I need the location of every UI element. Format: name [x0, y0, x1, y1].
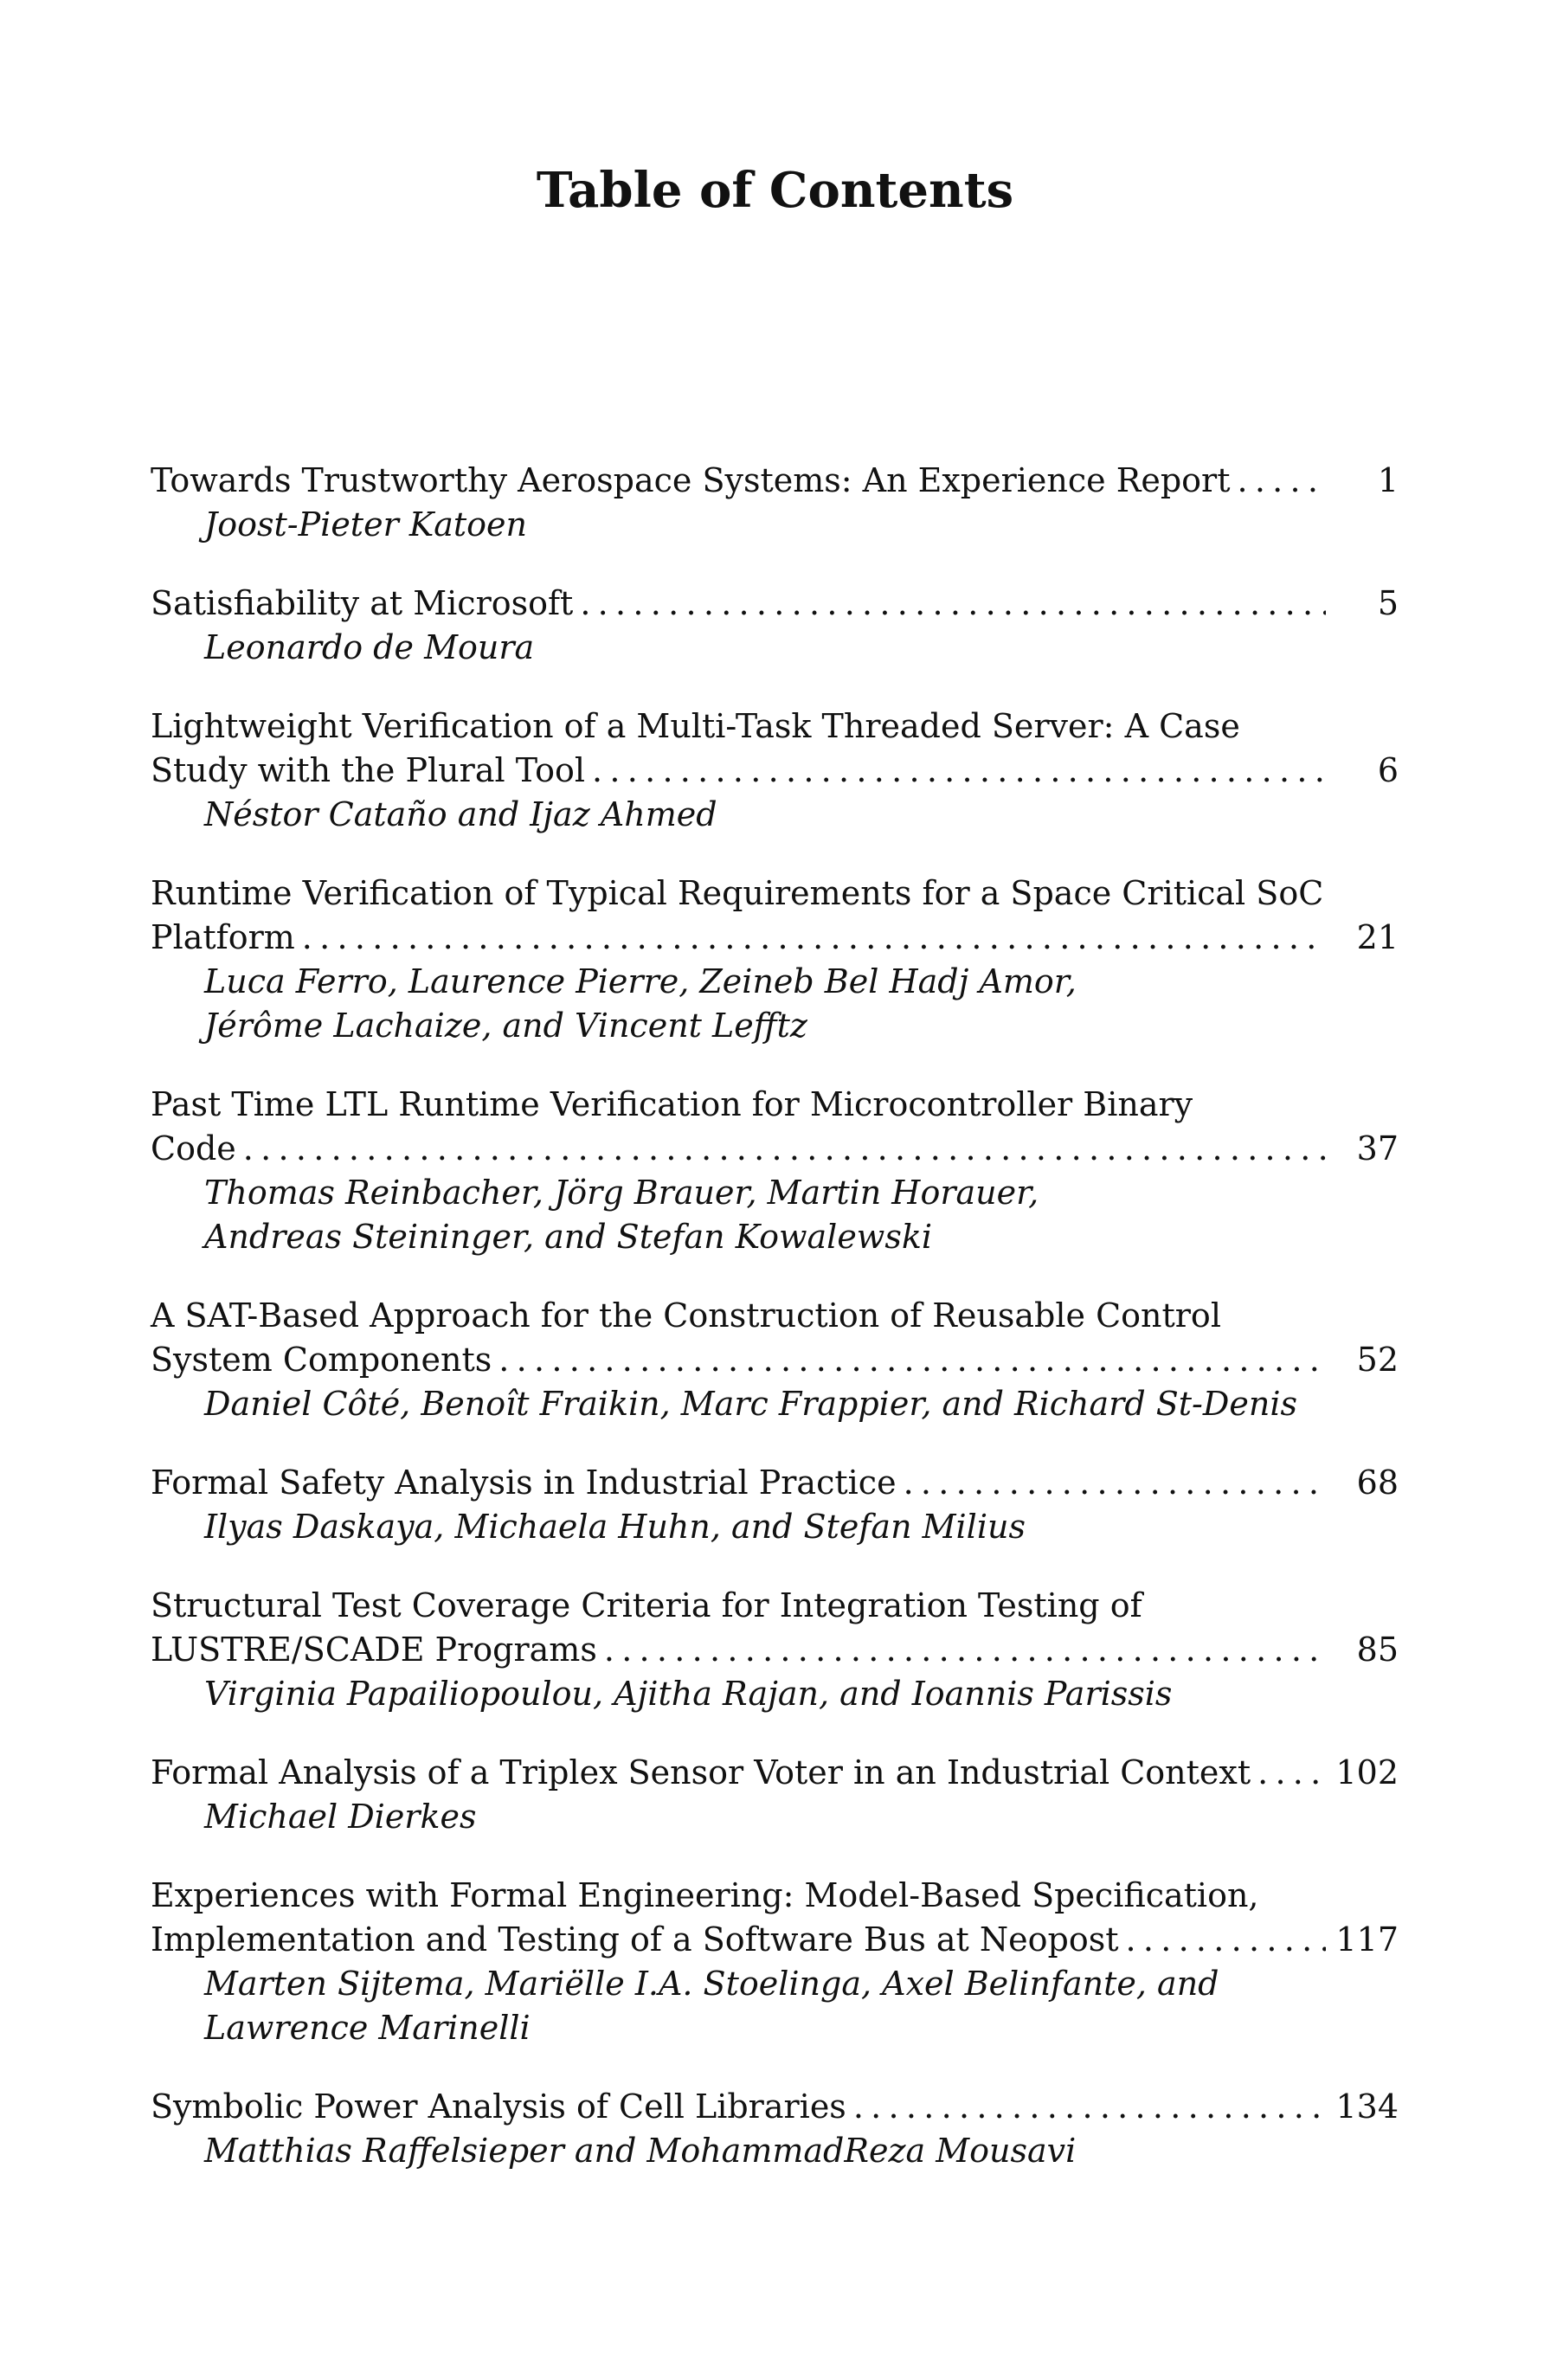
page-number: 6 [1377, 751, 1399, 789]
entry-title-row [151, 1628, 1399, 1672]
entry-title-row [151, 1338, 1399, 1382]
dot-leader [580, 582, 1326, 626]
entry-authors: Néstor Cataño and Ijaz Ahmed [204, 795, 717, 833]
entry-authors: Andreas Steininger, and Stefan Kowalewski [204, 1218, 933, 1256]
entry-authors: Joost-Pieter Katoen [204, 505, 527, 544]
entry-title-line: Structural Test Coverage Criteria for Integration Testing of [151, 1586, 1142, 1624]
entry-title: Study with the Plural Tool [151, 751, 586, 789]
page-number: 21 [1356, 918, 1399, 956]
entry-authors: Luca Ferro, Laurence Pierre, Zeineb Bel Hadj Amor, [204, 962, 1077, 1000]
dot-leader [1237, 459, 1326, 503]
entry-authors: Lawrence Marinelli [204, 2009, 531, 2047]
page-title: Table of Contents [536, 162, 1014, 219]
entry-title-row [151, 1127, 1399, 1171]
entry-authors: Marten Sijtema, Mariëlle I.A. Stoelinga, Axel Belinfante, and [204, 1965, 1219, 2003]
page-number: 85 [1356, 1631, 1399, 1669]
toc-entry[interactable] [151, 1461, 1399, 1549]
entry-title-line: A SAT-Based Approach for the Construction of Reusable Control [151, 1296, 1221, 1335]
entry-title-row [151, 2085, 1399, 2129]
entry-title: Satisfiability at Microsoft [151, 584, 574, 622]
entry-title-line: Runtime Verification of Typical Requirements for a Space Critical SoC [151, 874, 1324, 912]
page-number: 37 [1356, 1129, 1399, 1167]
entry-title-line: Experiences with Formal Engineering: Model-Based Specification, [151, 1876, 1259, 1914]
toc-entry[interactable] [151, 1751, 1399, 1839]
entry-authors: Virginia Papailiopoulou, Ajitha Rajan, and Ioannis Parissis [204, 1675, 1173, 1713]
dot-leader [498, 1338, 1326, 1382]
entry-title-row [151, 582, 1399, 626]
entry-title: Towards Trustworthy Aerospace Systems: An Experience Report [151, 461, 1231, 499]
dot-leader [1126, 1918, 1327, 1962]
page-number: 117 [1335, 1920, 1399, 1959]
entry-title-row [151, 1751, 1399, 1795]
dot-leader [592, 749, 1326, 793]
entry-title: LUSTRE/SCADE Programs [151, 1631, 597, 1669]
toc-entry[interactable] [151, 459, 1399, 547]
entry-authors: Matthias Raffelsieper and MohammadReza Mousavi [204, 2132, 1077, 2170]
entry-title-row [151, 916, 1399, 960]
dot-leader [243, 1127, 1326, 1171]
entry-authors: Jérôme Lachaize, and Vincent Lefftz [204, 1007, 807, 1045]
dot-leader [1257, 1751, 1326, 1795]
toc-entry[interactable] [151, 872, 1399, 1048]
toc-entry[interactable] [151, 1584, 1399, 1716]
entry-title-row [151, 459, 1399, 503]
entry-title-line: Past Time LTL Runtime Verification for Microcontroller Binary [151, 1085, 1193, 1123]
entry-authors: Leonardo de Moura [204, 628, 535, 666]
entry-title: Code [151, 1129, 236, 1167]
page-number: 52 [1356, 1341, 1399, 1379]
entry-authors: Michael Dierkes [204, 1798, 477, 1836]
page-number: 134 [1335, 2087, 1399, 2126]
dot-leader [904, 1461, 1326, 1505]
entry-authors: Thomas Reinbacher, Jörg Brauer, Martin Horauer, [204, 1174, 1039, 1212]
toc-entry[interactable] [151, 704, 1399, 837]
entry-title-line: Lightweight Verification of a Multi-Task Threaded Server: A Case [151, 707, 1240, 745]
entry-authors: Daniel Côté, Benoît Fraikin, Marc Frappier, and Richard St-Denis [204, 1385, 1297, 1423]
dot-leader [604, 1628, 1326, 1672]
toc-entry[interactable] [151, 1294, 1399, 1426]
entry-title: Symbolic Power Analysis of Cell Libraries [151, 2087, 846, 2126]
page-number: 5 [1377, 584, 1399, 622]
toc-entry[interactable] [151, 2085, 1399, 2173]
page-number: 68 [1356, 1463, 1399, 1502]
page-number: 102 [1335, 1753, 1399, 1791]
entry-authors: Ilyas Daskaya, Michaela Huhn, and Stefan Milius [204, 1508, 1026, 1546]
entry-title: Formal Safety Analysis in Industrial Practice [151, 1463, 897, 1502]
entry-title: Platform [151, 918, 295, 956]
entry-title: Implementation and Testing of a Software Bus at Neopost [151, 1920, 1119, 1959]
toc-entry[interactable] [151, 582, 1399, 670]
dot-leader [302, 916, 1326, 960]
entry-title: Formal Analysis of a Triplex Sensor Voter in an Industrial Context [151, 1753, 1251, 1791]
entry-title-row [151, 1461, 1399, 1505]
entry-title-row [151, 1918, 1399, 1962]
entry-title-row [151, 749, 1399, 793]
dot-leader [853, 2085, 1326, 2129]
page-number: 1 [1377, 461, 1399, 499]
toc-list [151, 459, 1399, 2208]
toc-entry[interactable] [151, 1083, 1399, 1259]
toc-entry[interactable] [151, 1874, 1399, 2050]
entry-title: System Components [151, 1341, 492, 1379]
